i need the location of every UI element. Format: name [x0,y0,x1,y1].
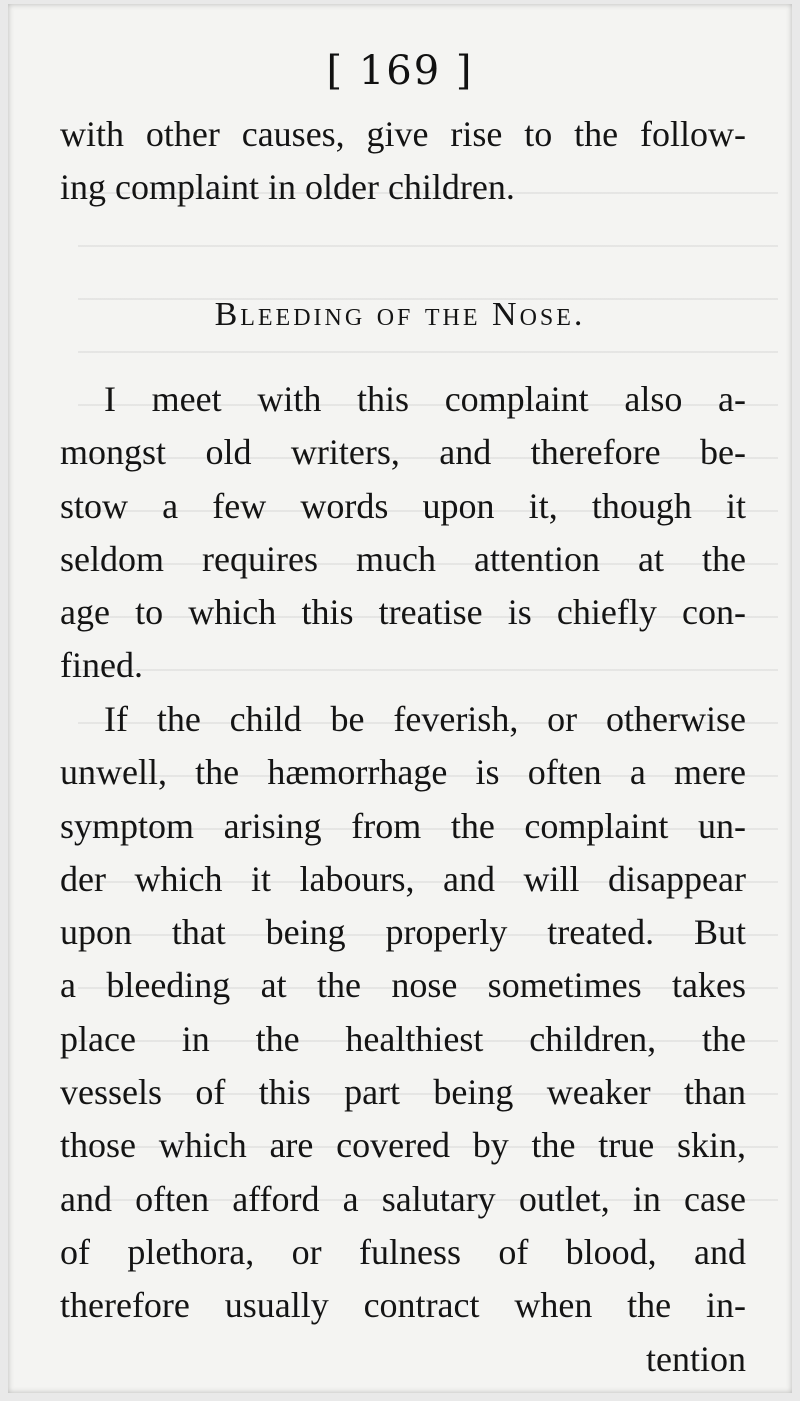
text-line: der which it labours, and will disappear [60,858,746,899]
text-line: If the child be feverish, or otherwise [104,699,746,739]
text-line: ing complaint in older children. [60,167,515,208]
text-line: unwell, the hæmorrhage is often a mere [60,752,746,793]
book-page [8,4,792,1393]
text-line: those which are covered by the true skin, [60,1125,746,1166]
text-line: age to which this treatise is chiefly con- [60,592,746,633]
paragraph-2 [60,693,746,1386]
text-line: symptom arising from the complaint un- [60,805,746,846]
top-continuation [60,108,746,215]
text-line: of plethora, or fulness of blood, and [60,1231,746,1272]
text-line: with other causes, give rise to the follow- [60,114,746,154]
section-heading: Bleeding of the Nose. [214,296,586,333]
text-line: mongst old writers, and therefore be- [60,432,746,473]
text-line: vessels of this part being weaker than [60,1072,746,1113]
page-number-header: [ 169 ] [326,48,474,94]
text-line: fined. [60,645,143,686]
text-line: place in the healthiest children, the [60,1018,746,1059]
text-line: stow a few words upon it, though it [60,485,746,526]
text-line: therefore usually contract when the in- [60,1285,746,1326]
catchword: tention [646,1338,746,1379]
text-line: I meet with this complaint also a- [104,379,746,419]
text-line: and often afford a salutary outlet, in case [60,1178,746,1219]
text-line: upon that being properly treated. But [60,912,746,953]
paragraph-1 [60,373,746,693]
text-line: a bleeding at the nose sometimes takes [60,965,746,1006]
text-line: seldom requires much attention at the [60,538,746,579]
